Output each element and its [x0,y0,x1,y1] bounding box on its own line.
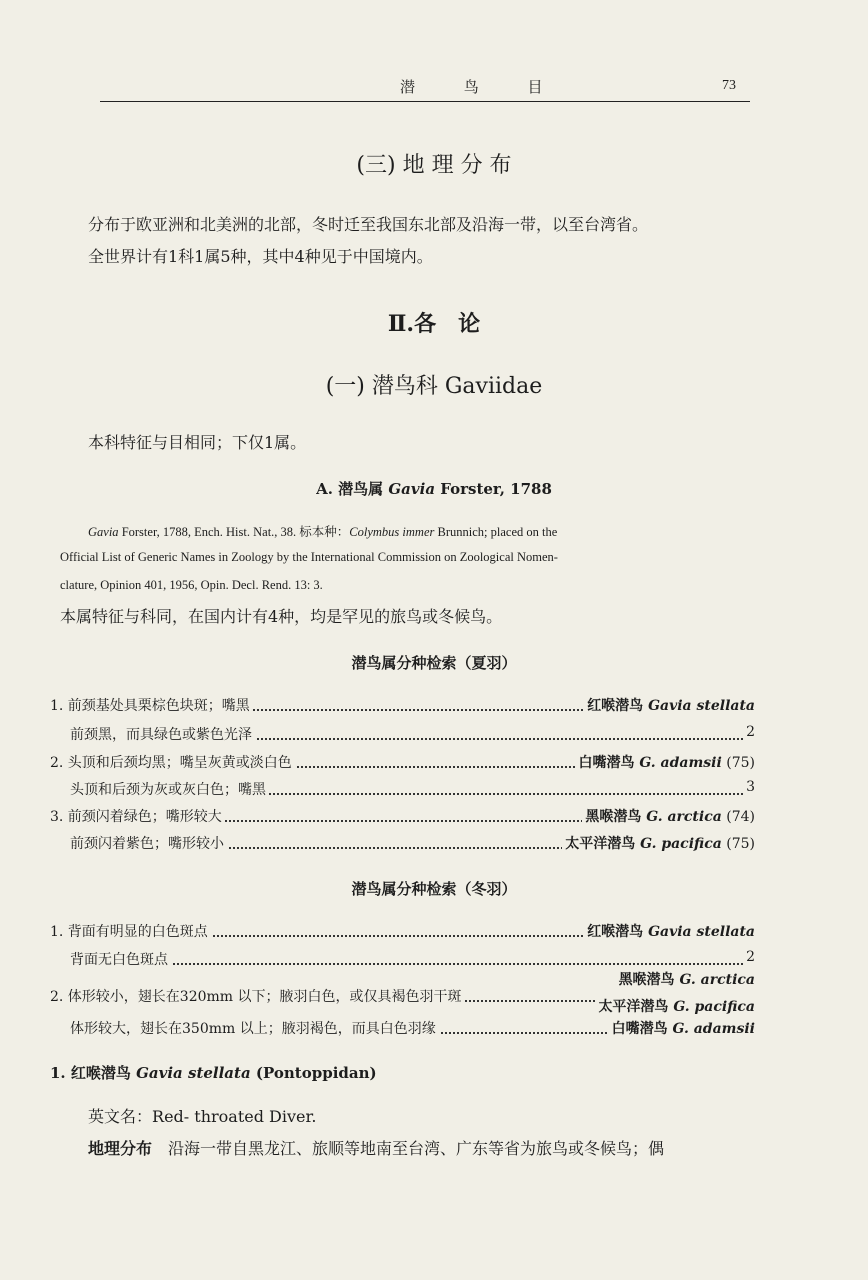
genus-citation-line-3: clature, Opinion 401, 1956, Opin. Decl. Rend. 13: 3. [60,578,323,592]
key-winter-row: 背面无白色斑点 2 [70,949,755,968]
species-english-name: 英文名：Red- throated Diver. [88,1107,317,1126]
geo-line-2: 全世界计有1科1属5种，其中4种见于中国境内。 [88,247,433,266]
genus-desc: 本属特征与科同，在国内计有4种，均是罕见的旅鸟或冬候鸟。 [60,607,503,626]
genus-heading: A. 潜鸟属 Gavia Forster, 1788 [316,480,552,498]
key-winter-title: 潜鸟属分种检索（冬羽） [351,880,517,898]
key-winter-row: 2. 体形较小，翅长在320mm 以下；腋羽白色，或仅具褐色羽干斑 [50,986,755,1008]
header-rule [100,101,750,102]
key-summer-row: 头顶和后颈为灰或灰白色；嘴黑 3 [70,779,755,798]
species-heading: 1. 红喉潜鸟 Gavia stellata (Pontoppidan) [50,1064,377,1082]
geo-heading: (三) 地 理 分 布 [356,153,512,178]
key-winter-row: 太平洋潜鸟 G. pacifica [50,996,755,1018]
geo-line-1: 分布于欧亚洲和北美洲的北部，冬时迁至我国东北部及沿海一带，以至台湾省。 [88,215,649,234]
key-summer-row: 前颈黑，而具绿色或紫色光泽 2 [70,724,755,743]
key-summer-title: 潜鸟属分种检索（夏羽） [351,654,517,672]
key-summer-row: 1. 前颈基处具栗棕色块斑；嘴黑 红喉潜鸟 Gavia stellata [50,695,755,717]
key-winter-row: 黑喉潜鸟 G. arctica [50,969,755,991]
page-number: 73 [722,78,736,93]
family-heading: (一) 潜鸟科 Gaviidae [325,374,543,399]
key-winter-row: 体形较大，翅长在350mm 以上；腋羽褐色，而具白色羽缘 白嘴潜鸟 G. adamsii [50,1018,755,1040]
species-geo: 地理分布 沿海一带自黑龙江、旅顺等地南至台湾、广东等省为旅鸟或冬候鸟；偶 [88,1139,665,1158]
running-title: 潜 鸟 目 [400,78,565,96]
genus-citation-line-1: Gavia Forster, 1788, Ench. Hist. Nat., 38. 标本种：Colymbus immer Brunnich; placed on the [88,525,558,539]
genus-citation-line-2: Official List of Generic Names in Zoology by the International Commission on Zoological Nomen- [60,550,558,564]
key-summer-row: 2. 头顶和后颈均黑；嘴呈灰黄或淡白色 白嘴潜鸟 G. adamsii (75) [50,752,755,774]
part-heading: Ⅱ.各 论 [387,311,481,337]
family-desc: 本科特征与目相同；下仅1属。 [88,433,307,452]
key-summer-row: 3. 前颈闪着绿色；嘴形较大 黑喉潜鸟 G. arctica (74) [50,806,755,828]
running-header [100,70,750,104]
key-winter-row: 1. 背面有明显的白色斑点 红喉潜鸟 Gavia stellata [50,921,755,943]
key-summer-row: 前颈闪着紫色；嘴形较小 太平洋潜鸟 G. pacifica (75) [50,833,755,855]
